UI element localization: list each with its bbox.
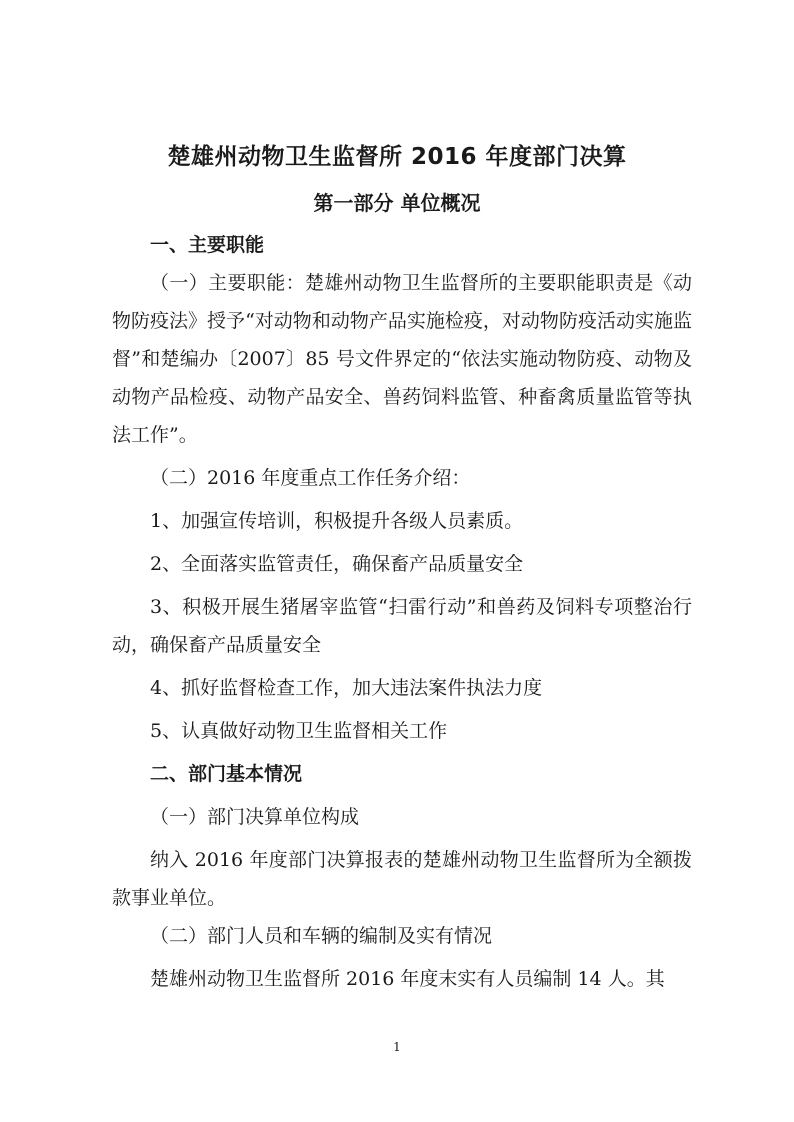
section-heading-main-functions: 一、主要职能: [150, 234, 265, 256]
document-title: 楚雄州动物卫生监督所 2016 年度部门决算: [167, 144, 627, 170]
page-number: 1: [393, 1040, 401, 1054]
document-subtitle: 第一部分 单位概况: [313, 191, 481, 215]
list-item: 2、全面落实监管责任，确保畜产品质量安全: [150, 553, 524, 575]
subheading-unit-composition: （一）部门决算单位构成: [150, 806, 360, 828]
paragraph-staff: 楚雄州动物卫生监督所 2016 年度末实有人员编制 14 人。其: [150, 968, 665, 990]
list-item: 3、积极开展生猪屠宰监管“扫雷行动”和兽药及饲料专项整治行动，确保畜产品质量安全: [112, 596, 692, 656]
list-item: 1、加强宣传培训，积极提升各级人员素质。: [150, 510, 524, 532]
list-item: 5、认真做好动物卫生监督相关工作: [150, 720, 448, 742]
document-body: [112, 226, 692, 998]
subheading-key-tasks: （二）2016 年度重点工作任务介绍：: [150, 467, 471, 489]
paragraph-main-functions: （一）主要职能：楚雄州动物卫生监督所的主要职能职责是《动物防疫法》授予“对动物和动物产品实施检疫，对动物防疫活动实施监督”和楚编办〔2007〕85 号文件界定的“依法实施动物防疫、动物及动物产品检疫、动物产品安全、兽药饲料监管、种畜禽质量监管等执法工作”。: [112, 272, 692, 446]
list-item: 4、抓好监督检查工作，加大违法案件执法力度: [150, 677, 543, 699]
section-heading-basic-info: 二、部门基本情况: [150, 763, 303, 785]
subheading-staff-vehicles: （二）部门人员和车辆的编制及实有情况: [150, 925, 493, 947]
paragraph-unit-composition: 纳入 2016 年度部门决算报表的楚雄州动物卫生监督所为全额拨款事业单位。: [112, 849, 692, 909]
